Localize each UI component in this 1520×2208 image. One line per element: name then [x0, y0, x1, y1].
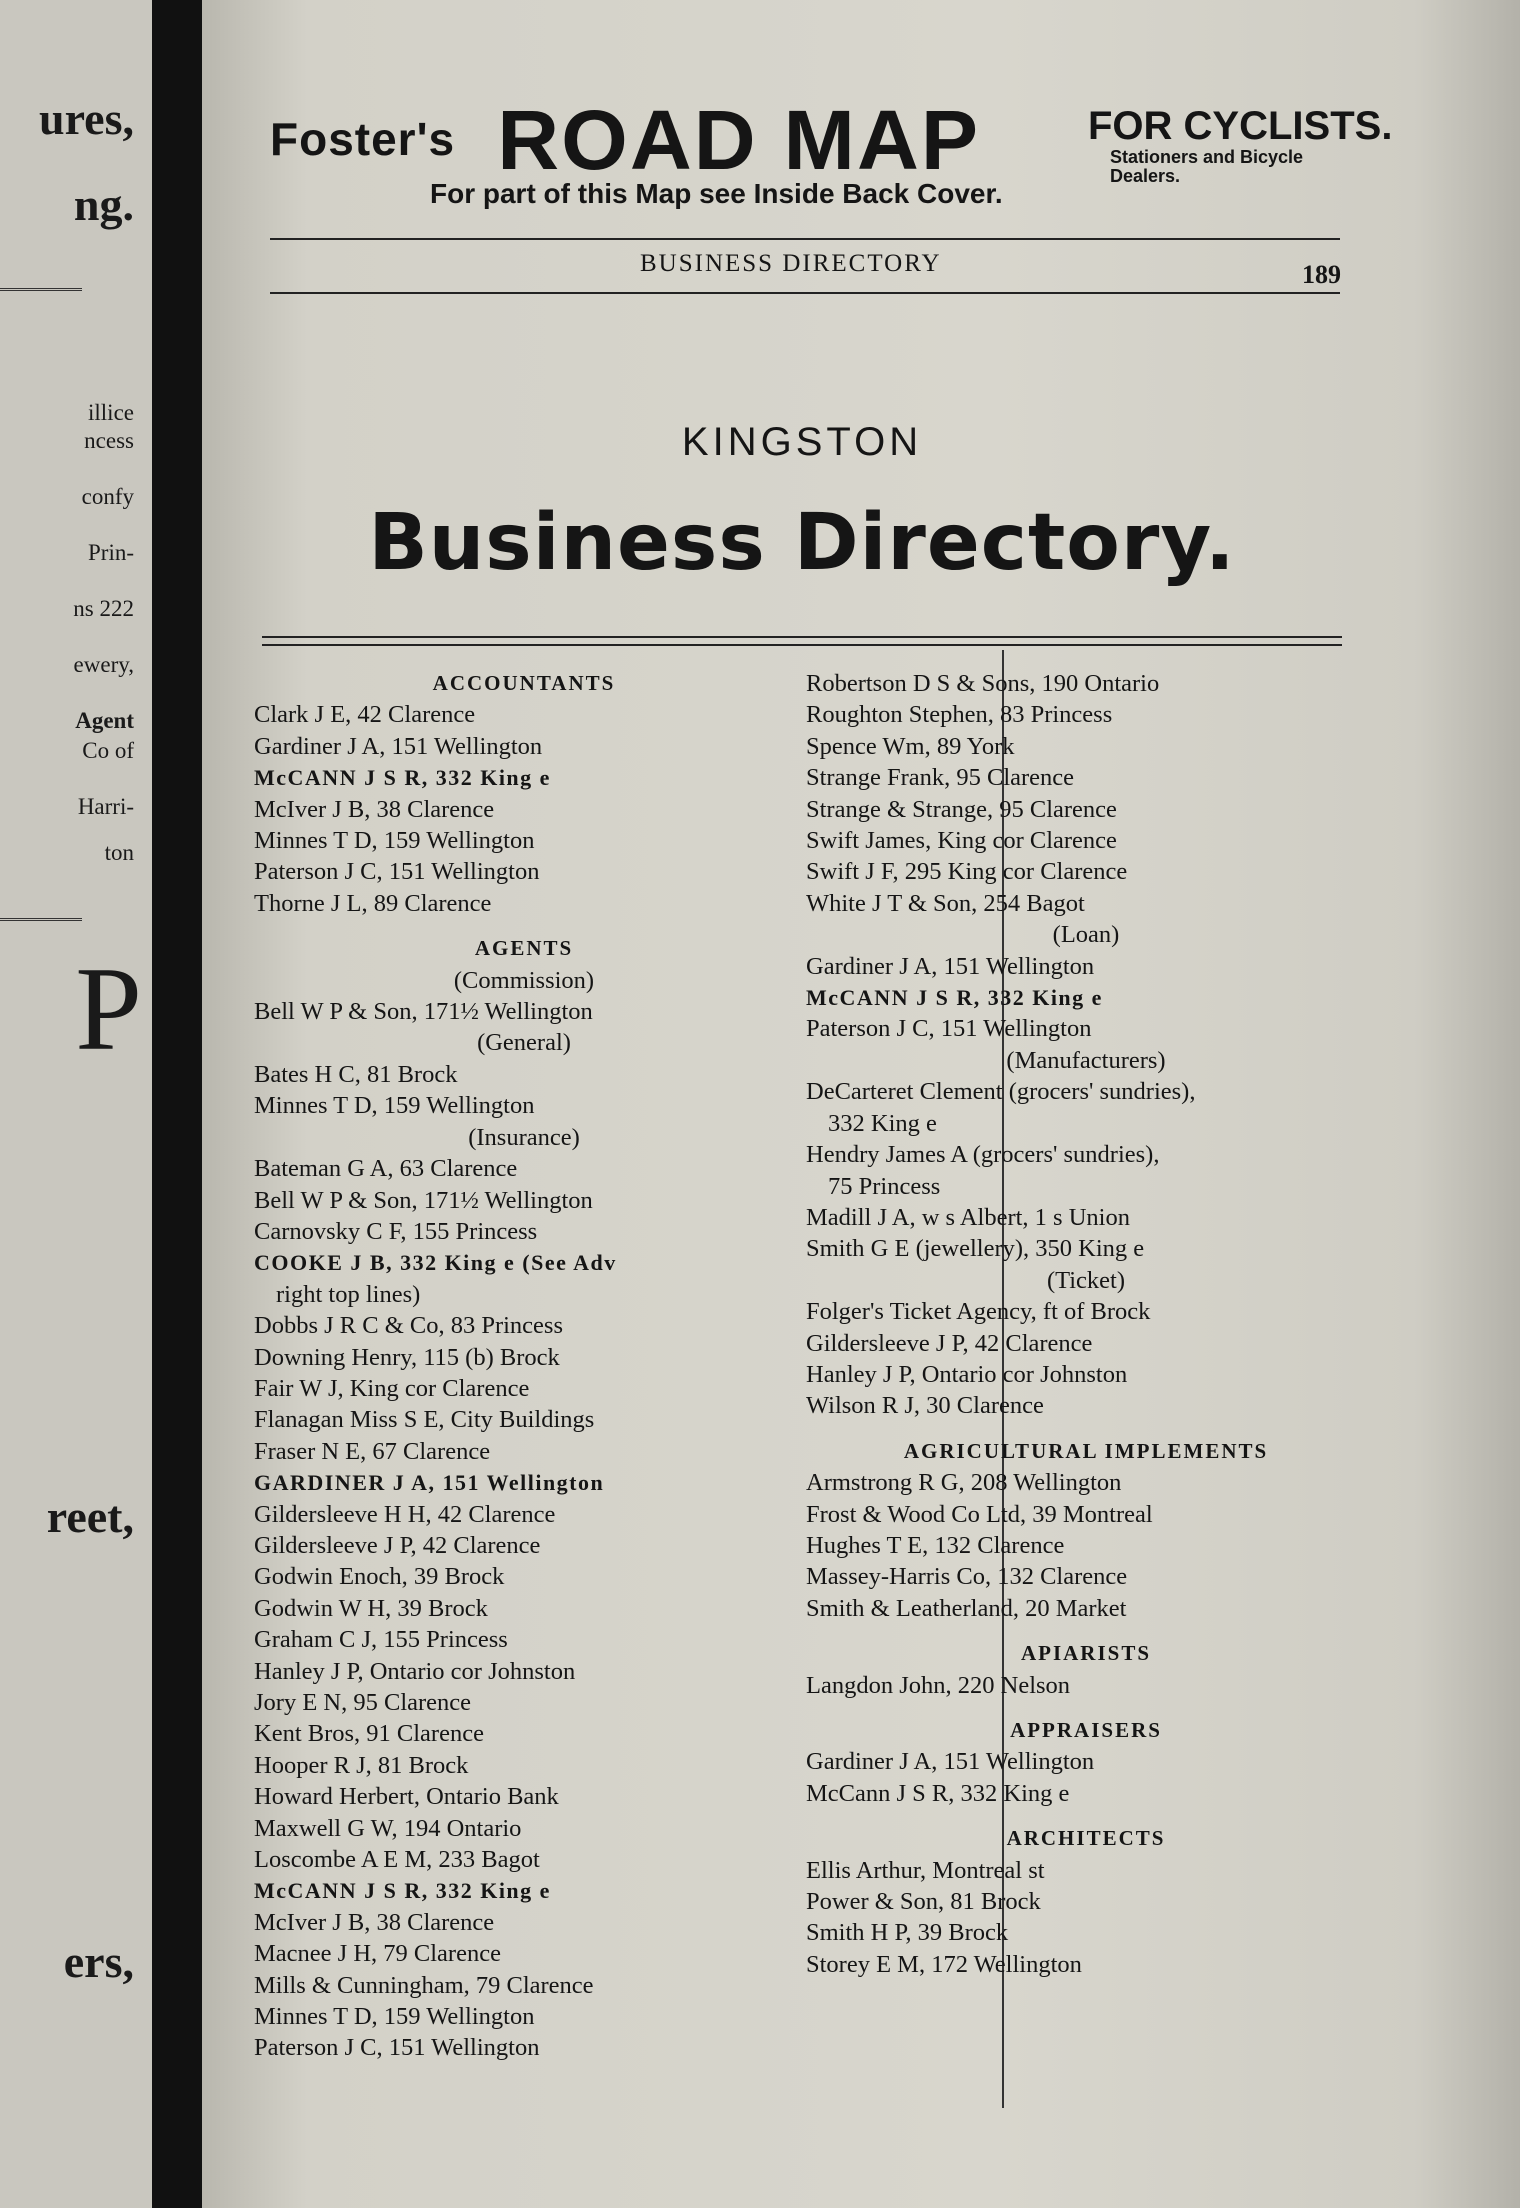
directory-entry: Dobbs J R C & Co, 83 Princess: [254, 1312, 564, 1340]
directory-entry: Langdon John, 220 Nelson: [806, 1671, 1071, 1699]
directory-entry: Loscombe A E M, 233 Bagot: [254, 1846, 540, 1874]
left-fragment: ng.: [73, 179, 134, 230]
left-fragment: ncess: [84, 428, 134, 453]
directory-entry: Maxwell G W, 194 Ontario: [254, 1814, 522, 1842]
directory-entry: Paterson J C, 151 Wellington: [254, 2034, 540, 2062]
directory-entry: Swift James, King cor Clarence: [806, 827, 1117, 855]
directory-entry: Swift J F, 295 King cor Clarence: [806, 858, 1128, 886]
directory-entry: McIver J B, 38 Clarence: [254, 795, 495, 823]
banner-road-map: ROAD MAP: [497, 93, 981, 187]
directory-entry-continuation: 75 Princess: [828, 1172, 941, 1200]
left-divider: [0, 918, 82, 927]
header-rule-bottom: [270, 292, 1340, 294]
right-column: [806, 668, 1366, 1980]
directory-entry: Minnes T D, 159 Wellington: [254, 1092, 535, 1120]
directory-entry-continuation: 332 King e: [828, 1109, 937, 1137]
left-fragment: Co of: [82, 738, 134, 763]
directory-entry: Strange & Strange, 95 Clarence: [806, 795, 1117, 823]
city-name: KINGSTON: [681, 420, 923, 464]
directory-entry: Howard Herbert, Ontario Bank: [254, 1783, 559, 1811]
directory-entry: Frost & Wood Co Ltd, 39 Montreal: [806, 1500, 1153, 1528]
subsection-heading: (Manufacturers): [1006, 1046, 1166, 1074]
directory-entry: Hughes T E, 132 Clarence: [806, 1531, 1065, 1559]
directory-entry: Armstrong R G, 208 Wellington: [806, 1469, 1122, 1497]
directory-entry: Smith & Leatherland, 20 Market: [806, 1594, 1127, 1622]
section-heading: AGENTS: [474, 936, 574, 961]
subsection-heading: (Insurance): [468, 1123, 580, 1151]
directory-entry: Bates H C, 81 Brock: [254, 1060, 458, 1088]
directory-entry-bold: McCANN J S R, 332 King e: [254, 1878, 551, 1904]
subsection-heading: (Loan): [1052, 921, 1120, 949]
directory-entry: Gardiner J A, 151 Wellington: [806, 952, 1095, 980]
section-heading: ACCOUNTANTS: [432, 671, 616, 695]
section-heading: AGRICULTURAL IMPLEMENTS: [903, 1438, 1269, 1463]
banner-for-cyclists: FOR CYCLISTS.: [1088, 104, 1393, 148]
directory-entry-bold: McCANN J S R, 332 King e: [806, 985, 1103, 1011]
directory-entry-bold: McCANN J S R, 332 King e: [254, 765, 551, 791]
left-divider: [0, 288, 82, 297]
directory-entry: Ellis Arthur, Montreal st: [806, 1856, 1045, 1884]
directory-entry: Bateman G A, 63 Clarence: [254, 1155, 518, 1183]
directory-entry: Gildersleeve J P, 42 Clarence: [806, 1329, 1093, 1357]
directory-entry: Flanagan Miss S E, City Buildings: [254, 1406, 595, 1434]
left-fragment: ers,: [63, 1936, 134, 1987]
directory-entry: Fraser N E, 67 Clarence: [254, 1437, 491, 1465]
directory-entry: Robertson D S & Sons, 190 Ontario: [806, 670, 1160, 697]
directory-entry: Bell W P & Son, 171½ Wellington: [254, 998, 593, 1026]
directory-entry: Paterson J C, 151 Wellington: [254, 858, 540, 886]
directory-entry: Clark J E, 42 Clarence: [254, 701, 476, 729]
directory-entry: Gildersleeve H H, 42 Clarence: [254, 1500, 556, 1528]
directory-entry: DeCarteret Clement (grocers' sundries),: [806, 1078, 1196, 1106]
left-fragment: Agent: [75, 708, 134, 733]
left-fragment: Harri-: [77, 794, 134, 819]
directory-entry: Smith G E (jewellery), 350 King e: [806, 1235, 1145, 1263]
left-column: [254, 668, 794, 2064]
directory-entry: Power & Son, 81 Brock: [806, 1888, 1041, 1916]
left-fragment: P: [75, 942, 142, 1075]
directory-page: [202, 0, 1520, 2208]
directory-entry: Thorne J L, 89 Clarence: [254, 889, 492, 917]
directory-entry-continuation: right top lines): [276, 1280, 421, 1308]
left-fragment: ewery,: [73, 652, 134, 677]
left-fragment: confy: [81, 484, 134, 509]
directory-entry: Hooper R J, 81 Brock: [254, 1751, 469, 1779]
directory-entry-bold: GARDINER J A, 151 Wellington: [254, 1470, 605, 1496]
left-fragment: illice: [88, 400, 134, 425]
directory-entry: Gildersleeve J P, 42 Clarence: [254, 1531, 541, 1559]
directory-entry: Gardiner J A, 151 Wellington: [254, 732, 543, 760]
directory-entry: Massey-Harris Co, 132 Clarence: [806, 1563, 1128, 1591]
page-title: Business Directory.: [368, 498, 1236, 588]
title-rule: [262, 636, 1342, 646]
directory-entry: Spence Wm, 89 York: [806, 732, 1015, 760]
book-gutter: [152, 0, 202, 2208]
directory-entry: Jory E N, 95 Clarence: [254, 1689, 472, 1716]
directory-entry: Strange Frank, 95 Clarence: [806, 764, 1075, 792]
directory-entry: Kent Bros, 91 Clarence: [254, 1720, 484, 1748]
banner-stationers: Stationers and Bicycle Dealers.: [1110, 147, 1304, 186]
directory-entry: McCann J S R, 332 King e: [806, 1779, 1070, 1807]
running-head: BUSINESS DIRECTORY: [640, 250, 942, 277]
left-fragment: reet,: [46, 1491, 134, 1542]
left-page-fragment: [0, 0, 152, 2208]
directory-entry: Mills & Cunningham, 79 Clarence: [254, 1971, 594, 1999]
directory-entry: McIver J B, 38 Clarence: [254, 1908, 495, 1936]
directory-entry: Smith H P, 39 Brock: [806, 1919, 1009, 1947]
subsection-heading: (General): [477, 1029, 571, 1057]
directory-entry: Minnes T D, 159 Wellington: [254, 827, 535, 855]
directory-entry: Carnovsky C F, 155 Princess: [254, 1217, 538, 1245]
left-fragment: ton: [104, 840, 134, 865]
directory-entry: Hendry James A (grocers' sundries),: [806, 1141, 1160, 1169]
directory-entry: Godwin Enoch, 39 Brock: [254, 1563, 505, 1591]
directory-entry: Wilson R J, 30 Clarence: [806, 1392, 1044, 1420]
subsection-heading: (Commission): [453, 966, 595, 994]
directory-entry: Bell W P & Son, 171½ Wellington: [254, 1186, 593, 1214]
section-heading: APIARISTS: [1020, 1641, 1152, 1666]
subsection-heading: (Ticket): [1046, 1266, 1126, 1294]
advertisement-banner: [270, 93, 1520, 218]
directory-entry: Hanley J P, Ontario cor Johnston: [254, 1657, 576, 1685]
left-fragment: ns 222: [73, 596, 134, 621]
directory-entry: Godwin W H, 39 Brock: [254, 1594, 488, 1622]
directory-entry: Paterson J C, 151 Wellington: [806, 1015, 1092, 1043]
directory-entry: Minnes T D, 159 Wellington: [254, 2003, 535, 2031]
page-number: 189: [1302, 260, 1341, 289]
banner-subline: For part of this Map see Inside Back Cover.: [430, 178, 1003, 209]
left-fragment: Prin-: [88, 540, 134, 565]
header-rule-top: [270, 238, 1340, 240]
directory-entry: Downing Henry, 115 (b) Brock: [254, 1343, 560, 1371]
section-heading: APPRAISERS: [1010, 1718, 1162, 1742]
banner-fosters: Foster's: [270, 113, 456, 165]
directory-entry-bold: COOKE J B, 332 King e (See Adv: [254, 1250, 617, 1276]
directory-entry: Storey E M, 172 Wellington: [806, 1950, 1082, 1978]
directory-entry: Graham C J, 155 Princess: [254, 1626, 508, 1654]
section-heading: ARCHITECTS: [1006, 1826, 1166, 1851]
directory-entry: Fair W J, King cor Clarence: [254, 1374, 530, 1402]
directory-entry: Madill J A, w s Albert, 1 s Union: [806, 1203, 1130, 1231]
directory-entry: Macnee J H, 79 Clarence: [254, 1940, 501, 1968]
directory-entry: Hanley J P, Ontario cor Johnston: [806, 1360, 1128, 1388]
directory-entry: Gardiner J A, 151 Wellington: [806, 1748, 1095, 1776]
directory-entry: Folger's Ticket Agency, ft of Brock: [806, 1298, 1151, 1326]
directory-entry: White J T & Son, 254 Bagot: [806, 889, 1085, 917]
directory-entry: Roughton Stephen, 83 Princess: [806, 701, 1113, 729]
left-fragment: ures,: [39, 93, 134, 144]
